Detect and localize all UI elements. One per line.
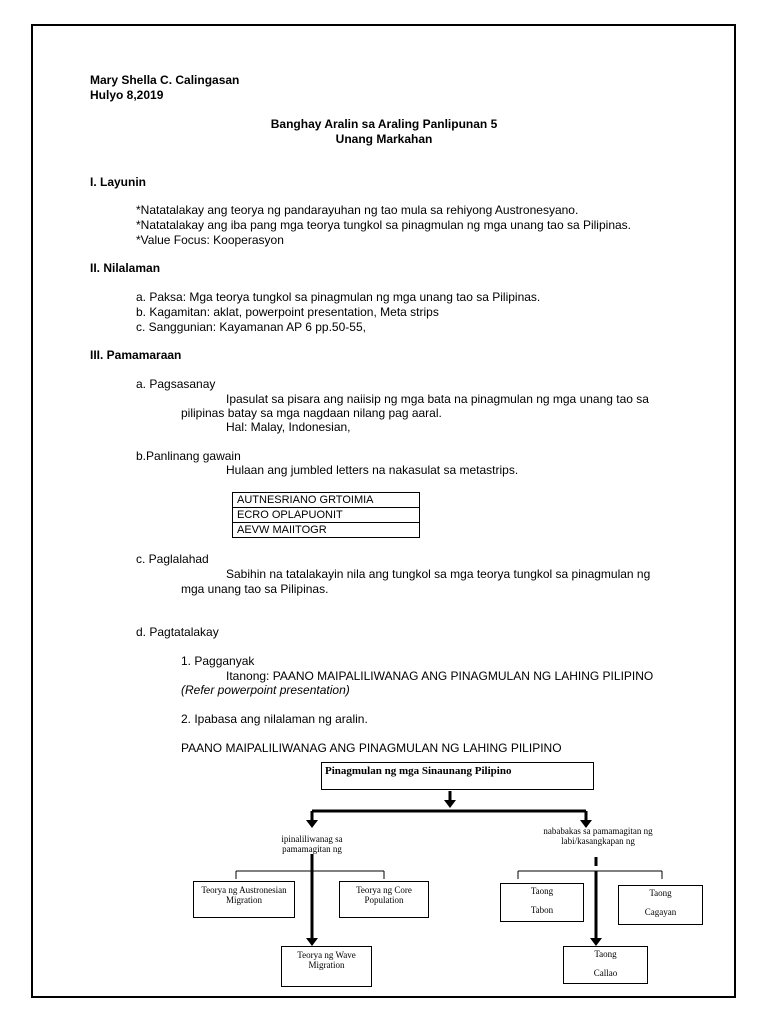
- node-austronesian-migration: Teorya ng Austronesian Migration: [193, 881, 295, 918]
- diagram-heading: PAANO MAIPALILIWANAG ANG PINAGMULAN NG LAHING PILIPINO: [181, 741, 562, 755]
- left-branch-label: ipinaliliwanag sa pamamagitan ng: [281, 834, 343, 854]
- panlinang-text: Hulaan ang jumbled letters na nakasulat sa metastrips.: [226, 463, 519, 477]
- pagsasanay-text: pilipinas batay sa mga nagdaan nilang pag aaral.: [181, 406, 442, 420]
- node-taong-cagayan: [618, 885, 703, 925]
- nilalaman-item: b. Kagamitan: aklat, powerpoint presentation, Meta strips: [136, 305, 439, 319]
- pagsasanay-text: Ipasulat sa pisara ang naiisip ng mga bata na pinagmulan ng mga unang tao sa: [226, 392, 649, 406]
- node-line: Taong: [530, 886, 554, 896]
- document-title: Banghay Aralin sa Araling Panlipunan 5: [270, 117, 498, 131]
- author-name: Mary Shella C. Calingasan: [90, 73, 240, 87]
- document-subtitle: Unang Markahan: [335, 132, 433, 146]
- paglalahad-label: c. Paglalahad: [136, 552, 209, 566]
- document-date: Hulyo 8,2019: [90, 88, 164, 102]
- layunin-item: *Value Focus: Kooperasyon: [136, 233, 284, 247]
- jumbled-word: ECRO OPLAPUONIT: [233, 508, 420, 523]
- pagganyak-label: 1. Pagganyak: [181, 654, 255, 668]
- arrowhead-icon: [306, 820, 318, 828]
- layunin-item: *Natatalakay ang iba pang mga teorya tungkol sa pinagmulan ng mga unang tao sa Pilipinas.: [136, 218, 631, 232]
- node-core-population: Teorya ng Core Population: [339, 881, 429, 918]
- panlinang-label: b.Panlinang gawain: [136, 449, 241, 463]
- pagsasanay-label: a. Pagsasanay: [136, 377, 216, 391]
- node-line: Taong: [649, 888, 672, 898]
- section-pamamaraan-heading: III. Pamamaraan: [90, 348, 182, 362]
- nilalaman-item: c. Sanggunian: Kayamanan AP 6 pp.50-55,: [136, 320, 366, 334]
- node-line: Cagayan: [644, 907, 677, 917]
- node-line: Callao: [593, 968, 618, 978]
- node-taong-tabon: [500, 883, 584, 922]
- arrowhead-icon: [306, 938, 318, 946]
- right-branch-label: nababakas sa pamamagitan ng labi/kasangkapan ng: [543, 826, 653, 846]
- arrowhead-icon: [444, 800, 456, 808]
- nilalaman-item: a. Paksa: Mga teorya tungkol sa pinagmulan ng mga unang tao sa Pilipinas.: [136, 290, 541, 304]
- jumbled-word: AUTNESRIANO GRTOIMIA: [233, 493, 420, 508]
- ipabasa-instruction: 2. Ipabasa ang nilalaman ng aralin.: [181, 712, 368, 726]
- node-line: Taong: [594, 949, 617, 959]
- jumbled-word: AEVW MAIITOGR: [233, 523, 420, 538]
- paglalahad-text: mga unang tao sa Pilipinas.: [181, 582, 329, 596]
- pagganyak-question: Itanong: PAANO MAIPALILIWANAG ANG PINAGMULAN NG LAHING PILIPINO: [226, 669, 654, 683]
- node-line: Tabon: [530, 905, 554, 915]
- pagganyak-note: (Refer powerpoint presentation): [181, 683, 350, 697]
- section-nilalaman-heading: II. Nilalaman: [90, 261, 161, 275]
- arrowhead-icon: [590, 938, 602, 946]
- node-taong-callao: [563, 946, 648, 984]
- pagsasanay-example: Hal: Malay, Indonesian,: [226, 420, 351, 434]
- layunin-item: *Natatalakay ang teorya ng pandarayuhan ng tao mula sa rehiyong Austronesyano.: [136, 203, 579, 217]
- pagtatalakay-label: d. Pagtatalakay: [136, 625, 219, 639]
- diagram-root-node: Pinagmulan ng mga Sinaunang Pilipino: [321, 762, 594, 790]
- node-wave-migration: Teorya ng Wave Migration: [281, 946, 372, 987]
- paglalahad-text: Sabihin na tatalakayin nila ang tungkol sa mga teorya tungkol sa pinagmulan ng: [226, 567, 651, 581]
- section-layunin-heading: I. Layunin: [90, 175, 147, 189]
